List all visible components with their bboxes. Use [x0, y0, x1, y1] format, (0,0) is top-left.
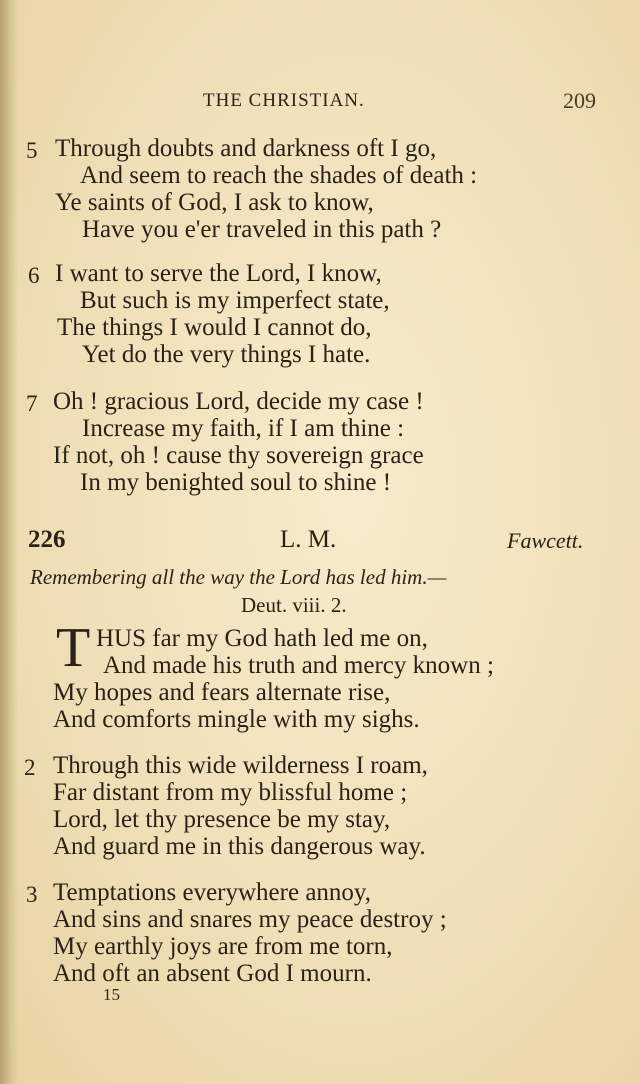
verse-line: Have you e'er traveled in this path ? — [82, 216, 442, 243]
page-header — [0, 90, 640, 120]
verse-line: HUS far my God hath led me on, — [96, 625, 428, 652]
dropcap-letter: T — [56, 617, 91, 679]
verse-line: Oh ! gracious Lord, decide my case ! — [53, 388, 424, 415]
verse-line: And made his truth and mercy known ; — [103, 652, 494, 679]
hymn-header — [0, 526, 640, 558]
verse-line: My hopes and fears alternate rise, — [53, 679, 391, 706]
verse-line: And guard me in this dangerous way. — [53, 833, 426, 860]
verse-number: 2 — [24, 755, 36, 780]
hymn-number: 226 — [28, 526, 66, 553]
verse-number: 5 — [26, 138, 38, 163]
verse-line: In my benighted soul to shine ! — [80, 469, 392, 496]
verse-line: Temptations everywhere annoy, — [53, 879, 372, 906]
hymn-author: Fawcett. — [507, 528, 584, 553]
signature-mark: 15 — [103, 985, 120, 1004]
hymn-epigraph: Remembering all the way the Lord has led him.— — [30, 565, 447, 589]
verse-line: Far distant from my blissful home ; — [53, 779, 408, 806]
verse-line: Lord, let thy presence be my stay, — [53, 806, 391, 833]
verse-line: Increase my faith, if I am thine : — [82, 415, 405, 442]
verse-line: Yet do the very things I hate. — [82, 341, 371, 368]
page-number: 209 — [563, 88, 596, 113]
verse-number: 3 — [26, 882, 38, 907]
verse-number: 7 — [26, 391, 38, 416]
verse-line: And oft an absent God I mourn. — [53, 960, 372, 987]
hymn-meter: L. M. — [280, 526, 337, 553]
verse-line: I want to serve the Lord, I know, — [55, 260, 382, 287]
verse-line: Ye saints of God, I ask to know, — [55, 189, 374, 216]
verse-line: And seem to reach the shades of death : — [80, 162, 478, 189]
verse-line: But such is my imperfect state, — [80, 287, 390, 314]
verse-line: Through doubts and darkness oft I go, — [55, 135, 437, 162]
running-title: THE CHRISTIAN. — [203, 90, 365, 111]
verse-line: If not, oh ! cause thy sovereign grace — [53, 442, 424, 469]
verse-line: And comforts mingle with my sighs. — [53, 706, 420, 733]
verse-number: 6 — [28, 263, 40, 288]
verse-line: Through this wide wilderness I roam, — [53, 752, 428, 779]
verse-line: And sins and snares my peace destroy ; — [53, 906, 447, 933]
scripture-reference: Deut. viii. 2. — [241, 593, 347, 617]
verse-line: My earthly joys are from me torn, — [53, 933, 393, 960]
verse-line: The things I would I cannot do, — [57, 314, 372, 341]
